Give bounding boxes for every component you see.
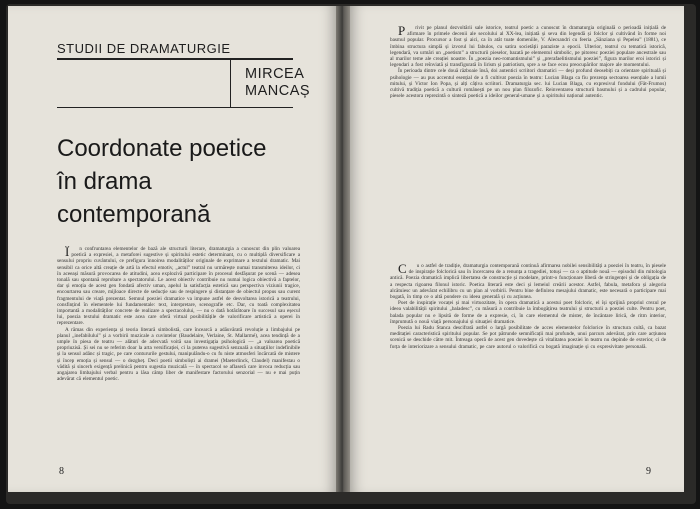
left-body-text bbox=[57, 246, 300, 464]
page-number-left: 8 bbox=[59, 466, 64, 477]
right-paragraph-c3: Poezia lui Radu Stanca descifrată astfel o largă posibilitate de acces elementelor folclorice în structura cultă, ca bazat meditației caracteristică spiritului popular. Se pot pătrunde semnificații mai profunde, unui parcurs adevărat, prin care acțiunea scenică se deschide către mit. Întreaga operă de acest gen dovedește că vitalitatea poeziei în teatru nu depinde de exterior, ci de forța de interiorizare a sensului dramatic, pe care autorul o valorifică cu bogată imaginație și cu expresivitate personală. bbox=[390, 325, 666, 350]
author-last-name: MANCAȘ bbox=[245, 83, 311, 99]
right-paragraph-c1-text: u o astfel de tradiție, dramaturgia contemporană continuă afirmarea nobilei sensibilități a poeziei în teatru, în piesele de inspirație folclorică sau în încercarea de a renunța a tragediei, totuși — ca o aptitude nouă — episodul din mitologia antică. Poezia dramatică implică libertatea de construcție și modelare, printr-o funcționare liberă de stringenței și de obligația de a respecta rigoarea filonul istoric. Poetica literară este deci și lemeiul creării acestor. Astfel, fabula, metafora și alegoria alcătuiesc un adevărat echilibru cu un plan al vorbirii. Pentru bine definirea mesajului dramatic, este necesară o participare mai bogată, în timp ce o altă pondere cu ideea generală și cu acțiunea. bbox=[390, 263, 666, 301]
drop-cap: P bbox=[398, 25, 406, 38]
right-paragraph-c2: Poet de inspirație vocaței și mai virtuozitate, în opera dramatică a acestui poet folcloric, el își sprijină propriul crezul pe ideea valabilității spiritului „baladesc”, cu măsură a contribuie la îmbogățirea teatrului și structurii a poeziei culte. Pentru poet, balada popular nu e lipsită de forme de a expresie, ci, în care elementul de mister, de încântare lirică, de ritm interior, împrumută o nouă viață personajului și situației dramatice. bbox=[390, 300, 666, 325]
header-rule bbox=[57, 58, 293, 60]
title-line-3: contemporană bbox=[57, 201, 211, 228]
author-first-name: MIRCEA bbox=[245, 66, 305, 82]
header-divider bbox=[230, 59, 231, 108]
right-paragraph-c1 bbox=[390, 263, 666, 300]
article-title bbox=[57, 132, 317, 231]
left-paragraph-2: A rămas din experiența și teoria literară simbolistă, care încearcă a adăuvărată revoluție a limbajului pe planul „inefabilului” și a vorbirii muzicale a cuvintelor (Baudelaire, Verlaine, St. Mallarmé), acea tendință de a umple în piesa de teatru — alături de adecvată voită sau investigația psihologică — „a valoarea poetică propriuzisă. Și sei nu se referim doar la arta versificației, ci la puterea sugestivă senzuală a situațiilor indefinibile și la sensul adânc și tragic, pe care contururile gestului, manipulându-o cu fu niste atmosferi încărcată de mistere și încep emoția și sensul — o dezgheț. Deci poetii simboliști ai dramei (Maeterlinck, Claudel) manifestau o vădită și sincerh exigență prelinică pentru sugestia muzicală — în spectacol se aflaseră care invoca reducția sau angajarea limbajului verbal pentru a lăsa câmp liber de manifestare factorului senzorial — nu e mai puțin adevărat că elementul poetic. bbox=[57, 326, 300, 383]
drop-cap: C bbox=[398, 263, 407, 276]
title-line-2: în drama bbox=[57, 168, 152, 195]
author-name bbox=[245, 66, 327, 100]
left-paragraph-1 bbox=[57, 246, 300, 327]
right-paragraph-a bbox=[390, 25, 666, 68]
drop-cap: Î bbox=[65, 246, 70, 259]
right-paragraph-b: În perioada dintre cele două războaie însă, doi autentici scriitori dramatici — deși profund deosebiți ca orientare spirituală și psihologie — au pus accentul esențial de a fi cultivat poezia în teatru: Lucian Blaga ca fiu prezența sectoarea esențiale a lumii mitului, și Victor Ion Popa, și alți câțiva scriitori. Dramaturgia sec. lui Lucian Blaga, cu expresivul fondului (Fât-Frumos) cultivă tradiția poetică a culturii românești pe un nou plan filozofic. Reinventarea structurii basmului și a cadrului popular, piesele acestora reprezintă o sinteză poetică a ideilor general-umane și a spiritului național autentic. bbox=[390, 68, 666, 100]
right-paragraph-a-text: rivit pe planul dezvoltării sale istorice, teatrul poetic a cunoscut în dramaturgia originală o perioadă inițială de afirmare în primele decenii ale secolului al XX-lea, inițiată și seva din legendă și folclor și cultivând în forme noi basmul popular. Procursor a fost și aici, ca în atât toate domeniile, V. Alecsandri cu feeria „Sânziana și Pepelea” (1881), ce îmbina structura simplă și izvorul lui fabulos, cu satira societății paraziste a epocii. Ulterior, teatrul cu tematică istorică, legendară, va urmări un „poetism” a structurii pieselor, bazată pe elementul simbolic, pe pitoresc poeziei populare ancestrale sau al marilor teme ale creației noastre. În „poezia neo-romantismului” și „prerafaelitismului poeziei”, figura marilor eroi istorici și legendari a fost reînviată și transfigurată în lirism și patriotism, spre a se face ecou preocupărilor majore ale momentului. bbox=[390, 25, 666, 69]
right-bottom-text bbox=[390, 263, 666, 468]
title-line-1: Coordonate poetice bbox=[57, 135, 267, 162]
left-paragraph-1-text: n confruntarea elementelor de bază ale structurii literare, dramaturgia a cunoscut din plin valoarea poetică a expresiei, a metaforei sugestive și spiritului estetic determinant, cu o multiplă diversificare a sensului propriu cuvântului, ce prefigura înnoirea modalităților originale de exprimare a textului dramatic. Mai sensibil ca orice altă creație de artă la efectul emotiv, „actul” teatral nu urmărește numai transmiterea ideilor, ci în aceeași măsură provocarea de atitudini, acea explozivă participare în procesul desfășurat pe scenă — adesea tonală sau spontană reprobare a spectatorului. Le acest obiectiv contribuie nu numai logica obiectivă a faptelor, dar și emoția de acest gen fondată afectiv uman, apelul la satisfacția estetică sau perspectiva viziunii tragice, encourtarea sau creare, mijloace directe de seducție sau de respingere și distanțare de obiectul propus sau curent fragmentului de viață prezentat. Semnul poeziei dramatice va impune astfel de desvoltarea istorică a teatrului, consfințind în elementele lui fundamentale: text, interpretare, scenografie etc. Dar, cu toată complexitatea importantă a modalităților concrete de realizare a spectacolului, — nu o dată hotărâtoare în succesul sau eșecul lui, poezia textului dramatic este acea care oferă virtual posibilitățile de valorificare artistică a operei în reprezentare. bbox=[57, 246, 300, 327]
section-title: STUDII DE DRAMATURGIE bbox=[57, 41, 231, 56]
right-top-text bbox=[390, 25, 666, 227]
book-gutter bbox=[336, 6, 350, 492]
page-number-right: 9 bbox=[646, 466, 651, 477]
header-bottom-rule bbox=[57, 107, 293, 108]
